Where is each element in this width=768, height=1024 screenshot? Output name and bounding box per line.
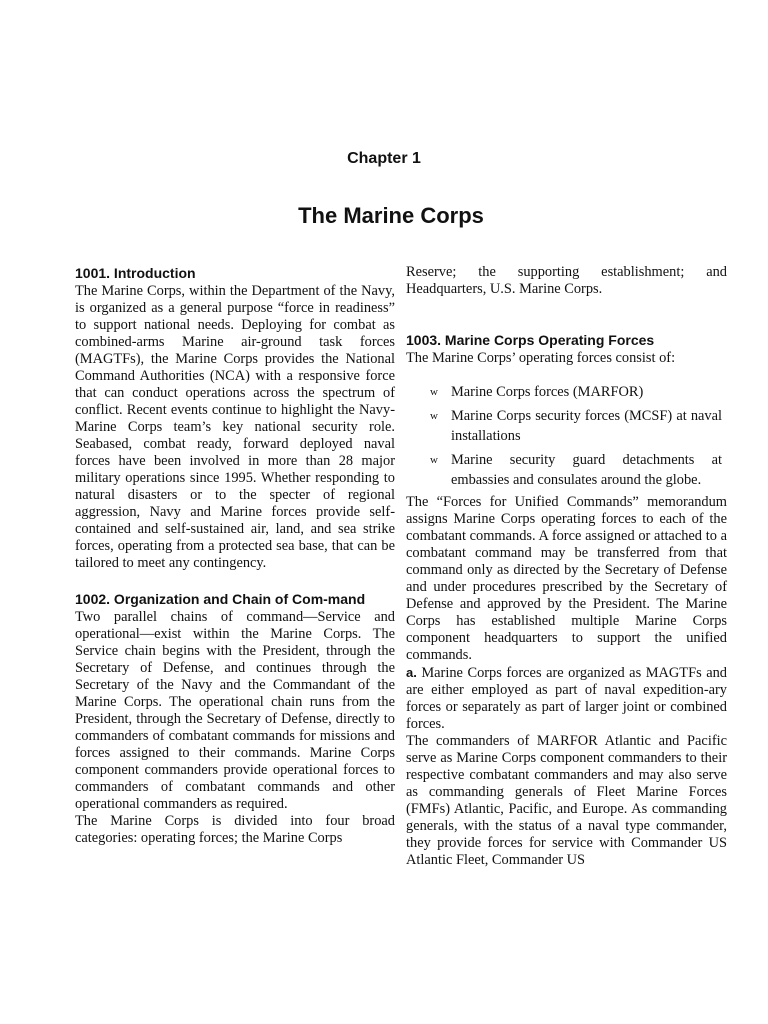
section-1003-heading: 1003. Marine Corps Operating Forces [406,332,655,348]
paragraph-a-text: Marine Corps forces are organized as MAGTFs and are either employed as part of naval expedition-ary forces or separately as part of larger joint or combined forces. [406,665,727,732]
bullet-glyph: w [430,410,438,422]
list-item-text: Marine Corps security forces (MCSF) at naval installations [451,408,722,444]
marfor-commanders-paragraph: The commanders of MARFOR Atlantic and Pacific serve as Marine Corps component commanders to their respective combatant commanders and may also serve as commanding generals of Fleet Marine Forces (FMFs) Atlantic, Pacific, and Europe. As commanding generals, with the status of a naval type commander, they provide forces for service with Commander US Atlantic Fleet, Commander US [406,733,727,868]
bullet-glyph: w [430,386,438,398]
section-1001-heading: 1001. Introduction [75,265,196,281]
section-1002-paragraph: Two parallel chains of command—Service and operational—exist within the Marine Corps. The Service chain begins with the President, through the Secretary of Defense, and continues through the Secretary of the Navy and the Commandant of the Marine Corps. The operational chain runs from the President, through the Secretary of Defense, directly to commanders of combatant commands for missions and forces assigned to their commands. Marine Corps component commanders provide operational forces to commanders of combatant commands and other operational commanders as required. [75,609,395,812]
list-item-text: Marine Corps forces (MARFOR) [451,384,644,400]
list-item [406,406,727,446]
section-1002-heading: 1002. Organization and Chain of Com-mand [75,591,366,607]
section-1002-paragraph-2: The Marine Corps is divided into four broad categories: operating forces; the Marine Corps [75,813,395,846]
list-item [406,450,727,490]
continued-paragraph: Reserve; the supporting establishment; and Headquarters, U.S. Marine Corps. [406,264,727,297]
list-item-text: Marine security guard detachments at embassies and consulates around the globe. [451,452,722,488]
bullet-glyph: w [430,454,438,466]
paragraph-a-marker: a. [406,665,417,680]
right-column [406,264,727,869]
operating-forces-intro: The Marine Corps’ operating forces consist of: [406,350,676,366]
left-column [75,264,395,847]
list-item [406,382,727,402]
chapter-title: The Marine Corps [298,203,484,228]
chapter-label: Chapter 1 [347,150,421,167]
section-1001-paragraph: The Marine Corps, within the Department of the Navy, is organized as a general purpose “force in readiness” to support national needs. Deploying for combat as combined-arms Marine air-ground task forces (MAGTFs), the Marine Corps provides the National Command Authorities (NCA) with a responsive force that can conduct operations across the spectrum of conflict. Recent events continue to highlight the Navy-Marine Corps team’s key national security role. Seabased, combat ready, forward deployed naval forces have been involved in more than 28 major military operations since 1995. Whether responding to natural disasters or to the specter of regional aggression, Navy and Marine forces provide self-contained and self-sustained air, land, and sea strike forces, operating from a protected sea base, that can be tailored to meet any contingency. [75,283,395,571]
operating-forces-list [406,382,727,490]
paragraph-a [406,664,727,733]
forces-for-unified-commands-paragraph: The “Forces for Unified Commands” memorandum assigns Marine Corps operating forces to each of the combatant commands. A force assigned or attached to a combatant command may be transferred from that command only as directed by the Secretary of Defense and under procedures prescribed by the Secretary of Defense and approved by the President. The Marine Corps has established multiple Marine Corps component headquarters to support the unified commands. [406,494,727,663]
